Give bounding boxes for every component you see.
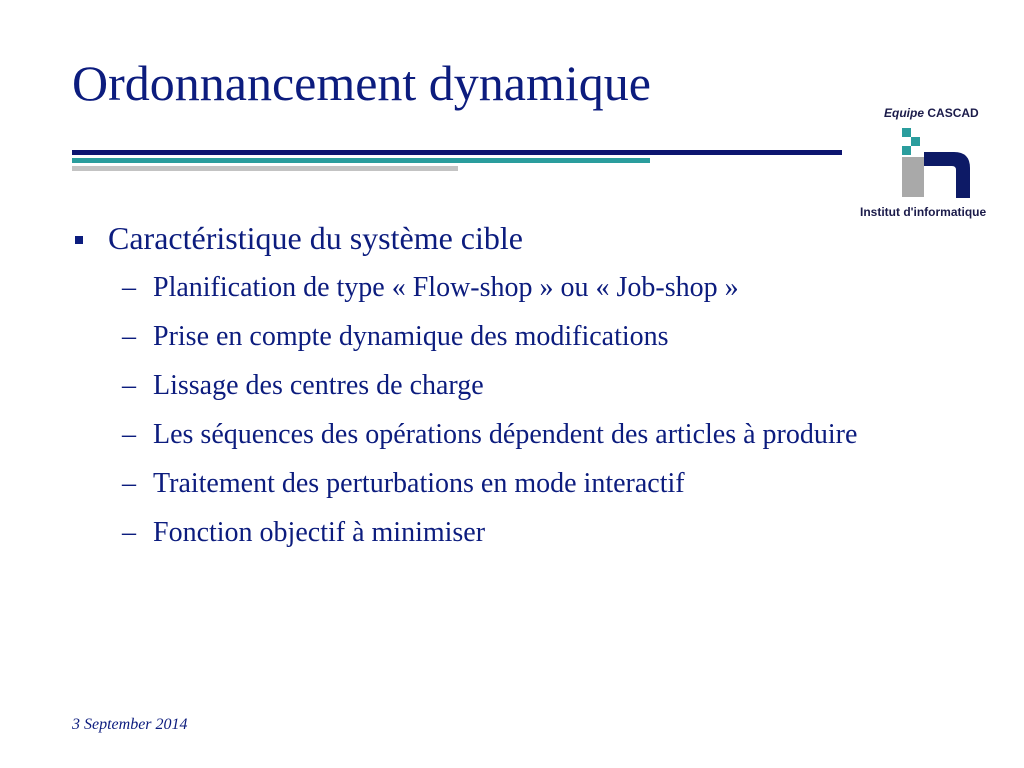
sub-bullet-item bbox=[72, 464, 893, 503]
dash-bullet-icon: – bbox=[122, 468, 136, 499]
slide-content bbox=[72, 216, 932, 562]
main-bullet bbox=[72, 216, 932, 260]
sub-bullet-item bbox=[72, 268, 893, 307]
dash-bullet-icon: – bbox=[122, 370, 136, 401]
logo-team-name bbox=[884, 106, 979, 120]
sub-bullet-item bbox=[72, 415, 893, 454]
dash-bullet-icon: – bbox=[122, 321, 136, 352]
sub-bullet-item bbox=[72, 317, 893, 356]
square-bullet-icon bbox=[75, 236, 83, 244]
sub-bullet-list bbox=[72, 268, 932, 552]
title-rule-navy bbox=[72, 150, 842, 155]
sub-bullet-text: Traitement des perturbations en mode interactif bbox=[153, 468, 685, 499]
sub-bullet-item bbox=[72, 366, 893, 405]
title-rule-teal bbox=[72, 158, 650, 163]
dash-bullet-icon: – bbox=[122, 272, 136, 303]
sub-bullet-text: Les séquences des opérations dépendent des articles à produire bbox=[153, 419, 858, 450]
logo-mark-icon bbox=[898, 126, 978, 200]
sub-bullet-text: Fonction objectif à minimiser bbox=[153, 517, 486, 548]
footer-date: 3 September 2014 bbox=[72, 716, 188, 733]
institute-logo bbox=[858, 104, 1018, 224]
title-rule-gray bbox=[72, 166, 458, 171]
logo-team-label: CASCAD bbox=[927, 106, 979, 120]
dash-bullet-icon: – bbox=[122, 419, 136, 450]
sub-bullet-text: Lissage des centres de charge bbox=[153, 370, 484, 401]
logo-institute-name: Institut d'informatique bbox=[860, 205, 987, 219]
dash-bullet-icon: – bbox=[122, 517, 136, 548]
sub-bullet-text: Planification de type « Flow-shop » ou « Job-shop » bbox=[153, 272, 739, 303]
sub-bullet-item bbox=[72, 513, 893, 552]
slide-title: Ordonnancement dynamique bbox=[72, 55, 651, 111]
sub-bullet-text: Prise en compte dynamique des modifications bbox=[153, 321, 669, 352]
logo-team-prefix: Equipe bbox=[884, 106, 925, 120]
main-bullet-text: Caractéristique du système cible bbox=[108, 220, 523, 256]
